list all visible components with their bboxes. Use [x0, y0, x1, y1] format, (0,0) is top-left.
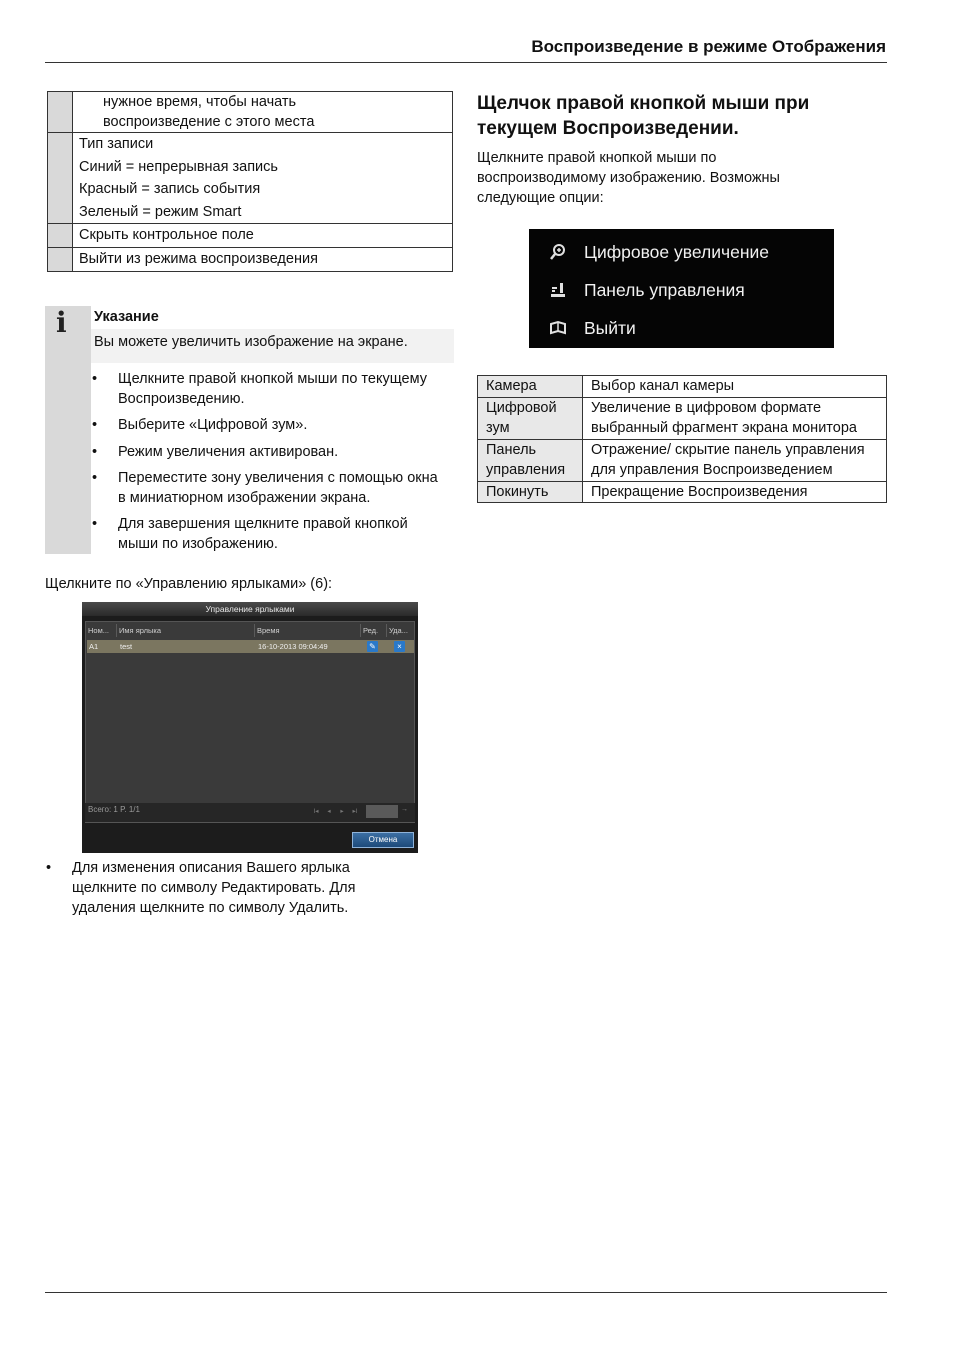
legend-icon-cell [48, 133, 73, 224]
section-intro: Щелкните правой кнопкой мыши по воспроизводимому изображению. Возможны следующие опции: [477, 150, 780, 206]
option-value: Отражение/ скрытие панель управления для управления Воспроизведением [583, 439, 887, 481]
table-row [48, 224, 453, 248]
column-header-name[interactable]: Имя ярлыка [119, 626, 162, 635]
row-name: test [120, 642, 133, 651]
note-sidebar [45, 306, 91, 554]
column-header-delete[interactable]: Уда... [389, 626, 408, 635]
exit-icon [549, 319, 567, 337]
legend-table [47, 91, 453, 272]
legend-line: нужное время, чтобы начать [103, 94, 297, 110]
menu-item-exit[interactable] [529, 309, 834, 347]
column-separator [360, 624, 361, 637]
page-header-title: Воспроизведение в режиме Отображения [531, 37, 886, 56]
table-row [48, 92, 453, 133]
go-page-icon[interactable]: → [401, 806, 408, 813]
legend-text-cell [73, 248, 453, 272]
bullet-icon: • [92, 444, 98, 460]
footer-rule [45, 1292, 887, 1293]
table-row [478, 376, 887, 398]
legend-icon-cell [48, 224, 73, 248]
shortcut-intro: Щелкните по «Управлению ярлыками» (6): [45, 576, 333, 592]
menu-item-label: Цифровое увеличение [584, 242, 770, 262]
option-key: Цифровой зум [478, 397, 583, 439]
option-key: Камера [478, 376, 583, 398]
table-row [48, 248, 453, 272]
window-title: Управление ярлыками [82, 602, 418, 616]
legend-line: Красный = запись события [79, 181, 261, 197]
legend-icon-cell [48, 92, 73, 133]
column-header-edit[interactable]: Ред. [363, 626, 379, 635]
legend-text-cell [73, 92, 453, 133]
legend-text-cell [73, 133, 453, 224]
last-page-icon[interactable]: ▸I [352, 808, 358, 815]
legend-line: Синий = непрерывная запись [79, 158, 278, 175]
shortcut-list-panel [85, 621, 415, 823]
column-header-time[interactable]: Время [257, 626, 280, 635]
header-rule [45, 62, 887, 63]
shortcut-management-window [82, 602, 418, 853]
table-row [478, 397, 887, 439]
context-menu [529, 229, 834, 348]
option-value: Выбор канал камеры [583, 376, 887, 398]
bullet-icon: • [92, 516, 98, 532]
menu-item-label: Выйти [584, 318, 636, 338]
column-separator [386, 624, 387, 637]
option-value: Увеличение в цифровом формате выбранный фрагмент экрана монитора [583, 397, 887, 439]
note-text: Вы можете увеличить изображение на экране. [94, 334, 408, 350]
first-page-icon[interactable]: I◂ [313, 808, 319, 815]
row-num: A1 [89, 642, 99, 651]
note-bullet: • Режим увеличения активирован. [92, 444, 339, 460]
menu-item-label: Панель управления [584, 280, 745, 300]
legend-line: воспроизведение с этого места [103, 114, 315, 130]
legend-line: Скрыть контрольное поле [79, 227, 254, 243]
zoom-icon [549, 243, 567, 261]
note-bullet: • Щелкните правой кнопкой мыши по текущему Воспроизведению. [92, 371, 427, 407]
row-time: 16-10-2013 09:04:49 [258, 642, 328, 651]
note-bullet: • Выберите «Цифровой зум». [92, 417, 308, 433]
edit-icon[interactable]: ✎ [367, 641, 378, 652]
table-row [478, 439, 887, 481]
option-value: Прекращение Воспроизведения [583, 481, 887, 503]
bullet-icon: • [46, 860, 52, 876]
table-row[interactable] [87, 640, 414, 653]
bullet-icon: • [92, 371, 98, 387]
total-count: Всего: 1 P. 1/1 [88, 805, 140, 814]
option-key: Покинуть [478, 481, 583, 503]
note-bullet: • Для завершения щелкните правой кнопкой мыши по изображению. [92, 516, 408, 552]
note-bullet: • Переместите зону увеличения с помощью окна в миниатюрном изображении экрана. [92, 470, 438, 506]
legend-line: Выйти из режима воспроизведения [79, 251, 318, 267]
menu-item-digital-zoom[interactable] [529, 233, 834, 271]
edit-bullet: • Для изменения описания Вашего ярлыка щелкните по символу Редактировать. Для удаления щелкните по символу Удалить. [46, 860, 356, 916]
info-icon: i [56, 306, 67, 339]
prev-page-icon[interactable]: ◂ [327, 808, 331, 815]
section-heading: Щелчок правой кнопкой мыши при текущем Воспроизведении. [477, 93, 810, 139]
legend-line: Тип записи [79, 136, 154, 152]
note-title: Указание [94, 309, 159, 325]
bullet-icon: • [92, 470, 98, 486]
bullet-icon: • [92, 417, 98, 433]
option-key: Панель управления [478, 439, 583, 481]
table-row [48, 133, 453, 224]
page-input[interactable] [366, 805, 398, 818]
next-page-icon[interactable]: ▸ [340, 808, 344, 815]
legend-line: Зеленый = режим Smart [79, 203, 242, 220]
options-table [477, 375, 887, 503]
table-row [478, 481, 887, 503]
delete-icon[interactable]: × [394, 641, 405, 652]
column-separator [116, 624, 117, 637]
menu-item-control-panel[interactable] [529, 271, 834, 309]
column-header-num[interactable]: Ном... [88, 626, 109, 635]
pagination-bar [85, 803, 415, 822]
column-separator [254, 624, 255, 637]
cancel-button[interactable]: Отмена [352, 832, 414, 848]
legend-icon-cell [48, 248, 73, 272]
legend-text-cell [73, 224, 453, 248]
control-panel-icon [549, 281, 567, 299]
